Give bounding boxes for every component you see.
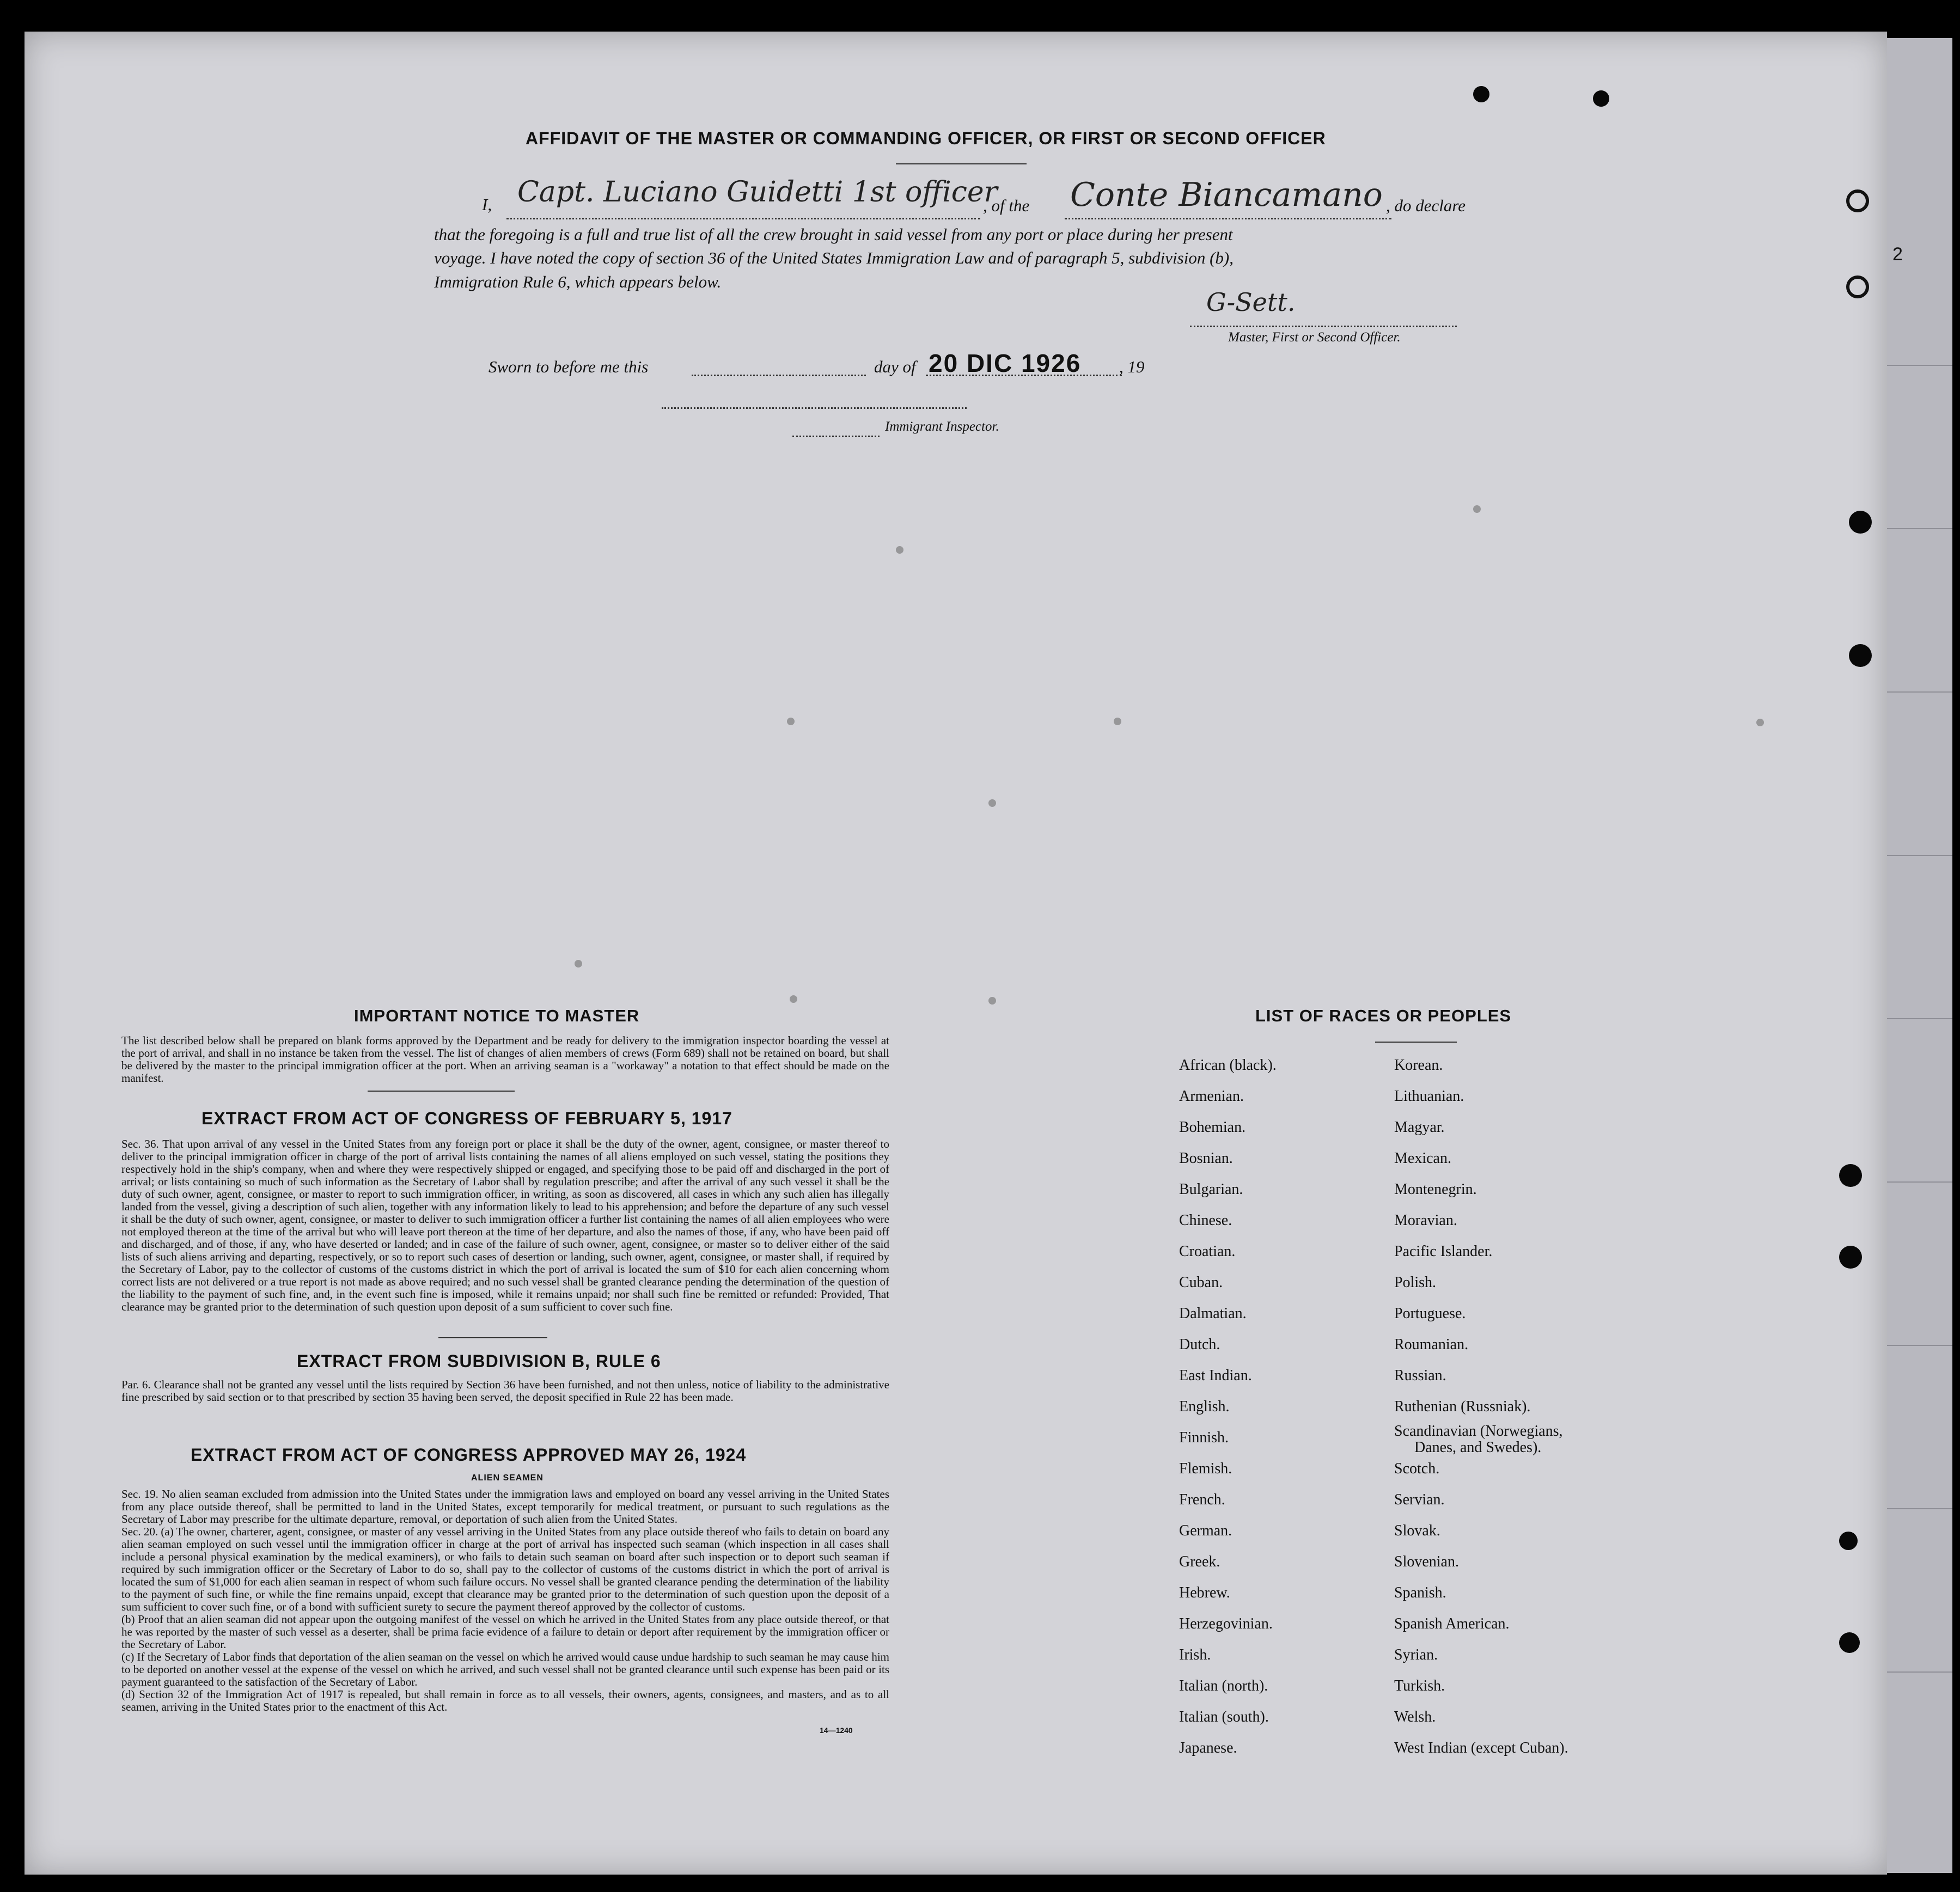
punch-hole [1593, 90, 1609, 107]
race-item: West Indian (except Cuban). [1394, 1740, 1568, 1756]
race-item: Pacific Islander. [1394, 1243, 1493, 1260]
race-item: Turkish. [1394, 1677, 1445, 1694]
extract-1924-title: EXTRACT FROM ACT OF CONGRESS APPROVED MAY 26, 1924 [191, 1445, 747, 1465]
vessel-name: Conte Biancamano [1070, 176, 1383, 214]
race-item: Bohemian. [1179, 1119, 1246, 1136]
race-item: Spanish American. [1394, 1615, 1510, 1632]
extract-1917-title: EXTRACT FROM ACT OF CONGRESS OF FEBRUARY 5, 1917 [202, 1109, 732, 1128]
race-item: East Indian. [1179, 1367, 1252, 1384]
date-stamp: 20 DIC 1926 [929, 349, 1082, 377]
race-item: Greek. [1179, 1553, 1220, 1570]
punch-hole [1846, 275, 1869, 298]
document-page [25, 32, 1903, 1875]
punch-hole [1846, 189, 1869, 212]
race-item: Lithuanian. [1394, 1088, 1464, 1105]
punch-hole [1839, 1532, 1858, 1550]
race-item: Spanish. [1394, 1584, 1446, 1601]
race-item: Scotch. [1394, 1460, 1440, 1477]
race-item: German. [1179, 1522, 1232, 1539]
race-item: African (black). [1179, 1057, 1277, 1074]
extract-1924-body [121, 1488, 889, 1713]
race-item: Italian (north). [1179, 1677, 1268, 1694]
notice-title: IMPORTANT NOTICE TO MASTER [354, 1006, 640, 1025]
race-item: Dalmatian. [1179, 1305, 1247, 1322]
race-item: Polish. [1394, 1274, 1437, 1291]
race-item: Mexican. [1394, 1150, 1451, 1167]
affidavit-title: AFFIDAVIT OF THE MASTER OR COMMANDING OFFICER, OR FIRST OR SECOND OFFICER [526, 128, 1326, 148]
extract-1924-paragraph: Sec. 20. (a) The owner, charterer, agent, consignee, or master of any vessel arriving in the United States from any place outside thereof who fails to detain on board any alien seaman employed on such vessel until the immigration officer in charge at the port of arrival has inspected such seaman (which inspection in all cases shall include a personal physical examination by the medical examiners), or who fails to detain such seaman on board after such inspection or to deport such seaman if required by such immigration officer or the Secretary of Labor to do so, shall pay to the collector of customs of the customs district in which the port of arrival is located the sum of $1,000 for each alien seaman in respect of whom such failure occurs. No vessel shall be granted clearance pending the determination of the liability to the payment of such fine, or while the fine remains unpaid, except that clearance may be granted prior to the determination of such question upon the deposit of a sum sufficient to cover such fine, or of a bond with sufficient surety to secure the payment thereof approved by the collector of customs. [121, 1525, 889, 1613]
punch-hole [1473, 86, 1489, 102]
race-item: Dutch. [1179, 1336, 1220, 1353]
race-item: Japanese. [1179, 1740, 1237, 1756]
extract-1924-subtitle: ALIEN SEAMEN [471, 1473, 544, 1483]
affidavit-line2: that the foregoing is a full and true list of all the crew brought in said vessel from any port or place during her present [434, 225, 1233, 244]
extract-1924-paragraph: (b) Proof that an alien seaman did not appear upon the outgoing manifest of the vessel on which he arrived in the United States from any place outside thereof, or that he was reported by the master of such vessel as a deserter, shall be prima facie evidence of a failure to detain or deport after requirement by the immigration officer or the Secretary of Labor. [121, 1613, 889, 1651]
race-item: Croatian. [1179, 1243, 1236, 1260]
race-item: Chinese. [1179, 1212, 1232, 1229]
adjacent-page-edge [1887, 38, 1952, 1873]
race-item: Welsh. [1394, 1709, 1436, 1725]
punch-hole [1849, 511, 1872, 534]
extract-1917-text: Sec. 36. That upon arrival of any vessel in the United States from any foreign port or place it shall be the duty of the owner, agent, consignee, or master thereof to deliver to the principal immigration officer in charge of the port of arrival lists containing the names of all aliens employed on such vessel, stating the positions they respectively hold in the ship's company, when and where they were respectively shipped or engaged, and specifying those to be paid off and discharged in the port of arrival; or lists containing so much of such information as the Secretary of Labor shall by regulation prescribe; and after the arrival of any such vessel it shall be the duty of such owner, agent, consignee, or master to report to such immigration officer, in writing, as soon as discovered, all cases in which any such alien has illegally landed from the vessel, giving a description of such alien, together with any information likely to lead to his apprehension; and before the departure of any such vessel it shall be the duty of such owner, agent, consignee, or master to deliver to such immigration officer a further list containing the names of all alien employees who were not employed thereon at the time of the arrival but who will leave port thereon at the time of her departure, and also the names of those, if any, who have been paid off and discharged, and of those, if any, who have deserted or landed; and in case of the failure of such owner, agent, consignee, or master so to deliver either of the said lists of such aliens arriving and departing, respectively, or so to report such cases of desertion or landing, such owner, agent, consignee, or master shall, if required by the Secretary of Labor, pay to the collector of customs of the customs district in which the port of arrival is located the sum of $10 for each alien concerning whom correct lists are not delivered or a true report is not made as above required; and no such vessel shall be granted clearance pending the determination of the question of the liability to the payment of such fine, and, in the event such fine is imposed, while it remains unpaid; nor shall such fine be remitted or refunded: Provided, That clearance may be granted prior to the determination of such question upon deposit of a sum sufficient to cover such fine. [121, 1137, 889, 1313]
sworn-day-of: day of [874, 357, 916, 376]
notice-text: The list described below shall be prepared on blank forms approved by the Department and be ready for delivery to the immigration inspector boarding the vessel at the port of arrival, and shall in no instance be taken from the vessel. The list of changes of alien members of crews (Form 689) shall not be retained on board, but shall be delivered by the master to the principal immigration officer at the port. When an arriving seaman is a "workaway" a notation to that effect should be made on the manifest. [121, 1034, 889, 1085]
extract-1924-paragraph: Sec. 19. No alien seaman excluded from admission into the United States under the immigration laws and employed on board any vessel arriving in the United States from any place outside thereof, shall be permitted to land in the United States, except temporarily for medical treatment, or pursuant to such regulations as the Secretary of Labor may prescribe for the ultimate departure, removal, or deportation of such alien from the United States. [121, 1487, 889, 1526]
race-item: Scandinavian (Norwegians, [1394, 1423, 1563, 1440]
race-item: Portuguese. [1394, 1305, 1466, 1322]
race-item: Magyar. [1394, 1119, 1445, 1136]
race-item: Bulgarian. [1179, 1181, 1243, 1198]
race-item: Slovak. [1394, 1522, 1440, 1539]
punch-hole [1839, 1246, 1862, 1269]
affidavit-line4: Immigration Rule 6, which appears below. [434, 272, 722, 291]
race-item: French. [1179, 1491, 1225, 1508]
affidavit-line3: voyage. I have noted the copy of section 36 of the United States Immigration Law and of paragraph 5, subdivision (b), [434, 248, 1234, 267]
race-item: Cuban. [1179, 1274, 1223, 1291]
race-item: Bosnian. [1179, 1150, 1233, 1167]
race-item: Finnish. [1179, 1429, 1229, 1446]
affidavit-line1-suffix: , do declare [1386, 196, 1466, 215]
race-item: Slovenian. [1394, 1553, 1459, 1570]
extract-1924-paragraph: (d) Section 32 of the Immigration Act of 1917 is repealed, but shall remain in force as to all vessels, their owners, agents, consignees, and masters, and as to all seamen, arriving in the United States prior to the enactment of this Act. [121, 1688, 889, 1713]
race-item: English. [1179, 1398, 1230, 1415]
race-item: Herzegovinian. [1179, 1615, 1273, 1632]
sworn-year-prefix: , 19 [1119, 357, 1145, 376]
race-item: Irish. [1179, 1646, 1211, 1663]
extract-rule6-text: Par. 6. Clearance shall not be granted any vessel until the lists required by Section 36 have been furnished, and not then unless, notice of liability to the administrative fine prescribed by said section or to that prescribed by section 35 having been served, the deposit specified in Rule 22 has been made. [121, 1378, 889, 1404]
margin-mark: 2 [1892, 244, 1903, 265]
affidavit-line1-mid: , of the [983, 196, 1030, 215]
race-item: Russian. [1394, 1367, 1446, 1384]
race-item: Moravian. [1394, 1212, 1457, 1229]
officer-name: Capt. Luciano Guidetti 1st officer [517, 176, 998, 209]
race-item: Roumanian. [1394, 1336, 1469, 1353]
extract-1924-paragraph: (c) If the Secretary of Labor finds that deportation of the alien seaman on the vessel on which he arrived would cause undue hardship to such seaman he may cause him to be deported on another vessel at the expense of the vessel on which he arrived, and such vessel shall not be granted clearance until such expense has been paid or its payment guaranteed to the satisfaction of the Secretary of Labor. [121, 1650, 889, 1688]
race-item: Hebrew. [1179, 1584, 1230, 1601]
affidavit-line1-prefix: I, [482, 195, 492, 214]
form-number: 14—1240 [820, 1726, 853, 1735]
race-item: Ruthenian (Russniak). [1394, 1398, 1531, 1415]
extract-rule6-title: EXTRACT FROM SUBDIVISION B, RULE 6 [297, 1351, 661, 1371]
race-item: Korean. [1394, 1057, 1443, 1074]
officer-signature: G-Sett. [1206, 287, 1296, 317]
signature-caption: Master, First or Second Officer. [1228, 330, 1401, 345]
race-item: Armenian. [1179, 1088, 1244, 1105]
race-item: Italian (south). [1179, 1709, 1269, 1725]
punch-hole [1839, 1632, 1860, 1653]
races-title: LIST OF RACES OR PEOPLES [1255, 1006, 1512, 1025]
punch-hole [1849, 644, 1872, 667]
punch-hole [1839, 1164, 1862, 1187]
race-item-continuation: Danes, and Swedes). [1414, 1439, 1542, 1456]
race-item: Montenegrin. [1394, 1181, 1477, 1198]
race-item: Servian. [1394, 1491, 1445, 1508]
inspector-caption: Immigrant Inspector. [885, 419, 999, 434]
sworn-prefix: Sworn to before me this [489, 357, 649, 376]
race-item: Flemish. [1179, 1460, 1232, 1477]
race-item: Syrian. [1394, 1646, 1438, 1663]
